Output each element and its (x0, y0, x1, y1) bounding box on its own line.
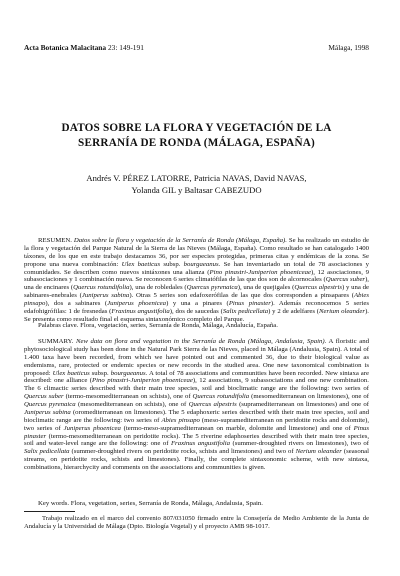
palabras-clave: Palabras clave. Flora, vegetación, series, Serranía de Ronda, Málaga, Andalucía, España. (38, 322, 278, 329)
summary-abstract: SUMMARY. New data on flora and vegetation in the Serranía de Ronda (Málaga, Andalusia, Spain). A floristic and phytosociological study has been done in the Natural Park Sierra de las Nieves, placed in Málaga (Andalusia, Spain). A total of 1.400 taxa have been recorded, from which we have pointed out and commented 36, due to their biological value as endemisms, rare, protected or endemic species or new records in the studied area. One new taxonomical combination is proposed: Ulex baeticus subsp. bourgaeanus. A total of 78 associations and communities have been recorded. New sintaxa are described: one alliance (Pino pinastri-Juniperion phoeniceae), 12 associations, 9 subassociations and one new combination. The 6 climactic series described with their main tree species, soil and bioclimatic range are the following: two series of Quercus suber (termo-mesomediterranean on schists), one of Quercus rotundifolia (mesomediterranean on limestones), one of Quercus pyrenaica (mesomediterranean on schists), one of Quercus alpestris (supramediterranean on limestones) and one of Juniperus sabina (oromediterranean on limestones). The 5 edaphoxeric series described with their main tree species, soil and bioclimatic range are the following: two series of Abies pinsapo (meso-supramediterranean on peridotite rocks and dolomite), two series of Juniperus phoenicea (termo-meso-supramediterranean on marble, dolomite and limestone) and one of Pinus pinaster (termo-mesomediterranean on peridotite rocks). The 5 riverine edaphoseries described with their main tree species, soil and water-level range are the following: one of Fraxinus angustifolia (summer-droughted rivers on limestones), two of Salix pedicellata (summer-droughted rivers on peridotite rocks, schists and limestones) and two of Nerium oleander (seasonal streams, on peridotite rocks, schists and limestones). Finally, the complete sintaxonomic scheme, with new sintaxa, combinations, hierarchycity and comments on the associations and communities is given. (24, 338, 370, 471)
author-list (24, 172, 369, 196)
authors-line-2: Yolanda GIL y Baltasar CABEZUDO (131, 185, 262, 195)
footnote: Trabajo realizado en el marco del convenio 807/031050 firmado entre la Consejería de Medio Ambiente de la Junta de Andalucía y la Universidad de Málaga (Dpto. Biología Vegetal) y el proyecto AMB 98-1017. (24, 515, 369, 530)
authors-line-1: Andrés V. PÉREZ LATORRE, Patricia NAVAS, David NAVAS, (86, 173, 307, 183)
title-line-1: DATOS SOBRE LA FLORA Y VEGETACIÓN DE LA (61, 122, 332, 134)
journal-name: Acta Botanica Malacitana 23: 149-191 (24, 43, 144, 52)
article-title (24, 121, 369, 150)
title-line-2: SERRANÍA DE RONDA (MÁLAGA, ESPAÑA) (78, 136, 315, 149)
resumen-abstract: RESUMEN. Datos sobre la flora y vegetación de la Serranía de Ronda (Málaga, España). Se ha realizado un estudio de la flora y vegetación del Parque Natural de la Sierra de las Nieves (Málaga, España). Como resultado se han catalogado 1400 táxones, de los que en este trabajo destacamos 36, por ser especies protegidas, primeras citas y endémicas de la zona. Se propone una nueva combinación: Ulex baeticus subsp. bourgaeanus. Se han inventariado un total de 78 asociaciones y comunidades. Se describen como nuevos sintáxones una alianza (Pino pinastri-Juniperion phoeniceae), 12 asociaciones, 9 subasociaciones y 1 combinación nueva. Se reconocen 6 series climatófilas de las que dos son de alcornocales (Quercus suber), una de encinares (Quercus rotundifolia), una de robledales (Quercus pyrenaica), una de quejigales (Quercus alpestris) y una de sabinares-enebrales (Juniperus sabina). Otras 5 series son edafoxerófilas de las que dos corresponden a pinsapares (Abies pinsapo), dos a sabinares (Juniperus phoenicea) y una a pinares (Pinus pinaster). Además reconocemos 5 series edafohigrófilas: 1 de fresnedas (Fraxinus angustifolia), dos de saucedas (Salix pedicellata) y 2 de adelfares (Nerium oleander). Se presenta como resultado final el esquema sintaxonómico completo del Parque. (24, 237, 370, 323)
place-year: Málaga, 1998 (328, 43, 369, 52)
footnote-divider (24, 511, 75, 512)
key-words: Key words. Flora, vegetation, series, Serranía de Ronda, Málaga, Andalusia, Spain. (38, 500, 263, 507)
